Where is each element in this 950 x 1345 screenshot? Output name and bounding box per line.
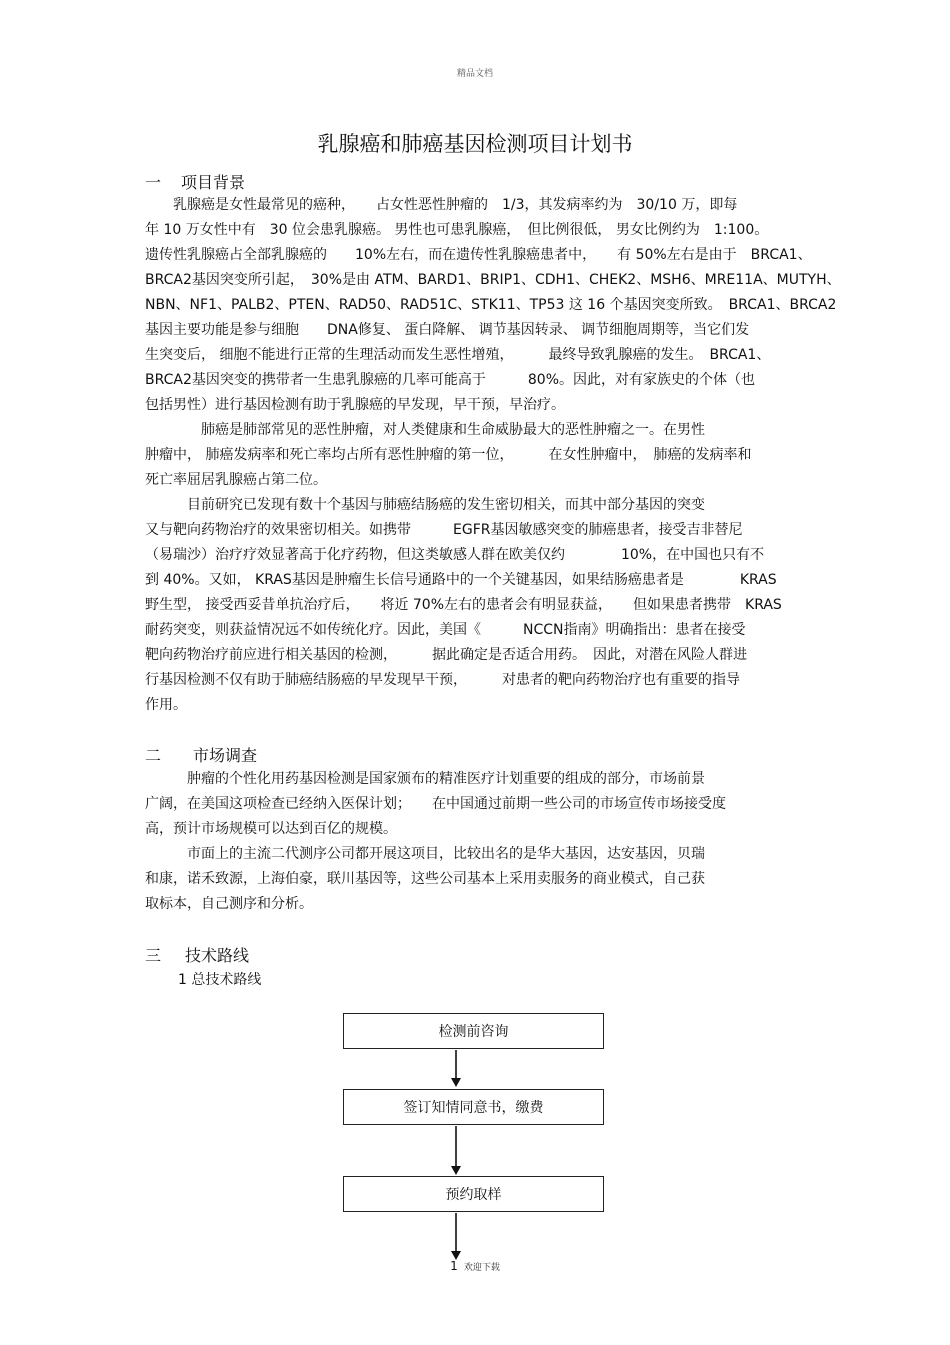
flow-step-box: 预约取样 — [343, 1176, 604, 1212]
section-number: 二 — [145, 746, 162, 765]
sub-heading: 1 总技术路线 — [178, 972, 262, 988]
paragraph-line: 肿瘤的个性化用药基因检测是国家颁布的精准医疗计划重要的组成的部分，市场前景 — [145, 771, 705, 787]
paragraph-line: 靶向药物治疗前应进行相关基因的检测， 据此确定是否适合用药。 因此，对潜在风险人群进 — [145, 647, 747, 663]
paragraph-line: 高，预计市场规模可以达到百亿的规模。 — [145, 821, 397, 837]
flow-step-box: 检测前咨询 — [343, 1013, 604, 1049]
paragraph-line: 行基因检测不仅有助于肺癌结肠癌的早发现早干预， 对患者的靶向药物治疗也有重要的指导 — [145, 672, 740, 688]
arrow-down-icon — [449, 1050, 463, 1088]
paragraph-line: 耐药突变，则获益情况远不如传统化疗。因此，美国《 NCCN指南》明确指出：患者在接受 — [145, 622, 746, 638]
paragraph-line: 乳腺癌是女性最常见的癌种， 占女性恶性肿瘤的 1/3，其发病率约为 30/10 万，即每 — [145, 197, 738, 213]
paragraph-line: BRCA2基因突变所引起， 30%是由 ATM、BARD1、BRIP1、CDH1、CHEK2、MSH6、MRE11A、MUTYH、 — [145, 272, 841, 288]
paragraph-line: 取标本，自己测序和分析。 — [145, 896, 313, 912]
paragraph-line: 遗传性乳腺癌占全部乳腺癌的 10%左右，而在遗传性乳腺癌患者中， 有 50%左右是由于 BRCA1、 — [145, 247, 812, 263]
paragraph-line: 又与靶向药物治疗的效果密切相关。如携带 EGFR基因敏感突变的肺癌患者，接受吉非替尼 — [145, 522, 743, 538]
paragraph-line: 目前研究已发现有数十个基因与肺癌结肠癌的发生密切相关，而其中部分基因的突变 — [145, 497, 705, 513]
section-heading-tech-route — [145, 943, 249, 966]
paragraph-line: 生突变后， 细胞不能进行正常的生理活动而发生恶性增殖， 最终导致乳腺癌的发生。 BRCA1、 — [145, 347, 771, 363]
flow-step-box: 签订知情同意书，缴费 — [343, 1089, 604, 1125]
header-note: 精品文档 — [456, 69, 493, 79]
section-heading-background — [145, 170, 245, 193]
section-heading-market — [145, 743, 257, 766]
paragraph-line: NBN、NF1、PALB2、PTEN、RAD50、RAD51C、STK11、TP53 这 16 个基因突变所致。 BRCA1、BRCA2 — [145, 297, 837, 313]
paragraph-line: 市面上的主流二代测序公司都开展这项目，比较出名的是华大基因，达安基因，贝瑞 — [145, 846, 705, 862]
arrow-down-icon — [449, 1213, 463, 1261]
paragraph-line: 和康，诺禾致源，上海伯豪，联川基因等，这些公司基本上采用卖服务的商业模式，自己获 — [145, 871, 705, 887]
paragraph-line: 肺癌是肺部常见的恶性肿瘤，对人类健康和生命威胁最大的恶性肿瘤之一。在男性 — [145, 422, 705, 438]
paragraph-line: 野生型， 接受西妥昔单抗治疗后， 将近 70%左右的患者会有明显获益， 但如果患者携带 KRAS — [145, 597, 782, 613]
section-title: 项目背景 — [181, 173, 246, 192]
document-title: 乳腺癌和肺癌基因检测项目计划书 — [317, 132, 633, 156]
page-footer — [0, 1259, 950, 1273]
footer-note: 欢迎下载 — [463, 1263, 500, 1273]
section-number: 一 — [145, 173, 162, 192]
paragraph-line: 年 10 万女性中有 30 位会患乳腺癌。 男性也可患乳腺癌， 但比例很低， 男女比例约为 1:100。 — [145, 222, 769, 238]
arrow-down-icon — [449, 1126, 463, 1176]
section-title: 技术路线 — [185, 946, 250, 965]
paragraph-line: 死亡率屈居乳腺癌占第二位。 — [145, 472, 327, 488]
section-title: 市场调查 — [193, 746, 258, 765]
paragraph-line: BRCA2基因突变的携带者一生患乳腺癌的几率可能高于 80%。因此，对有家族史的个体（也 — [145, 372, 756, 388]
paragraph-line: 作用。 — [145, 697, 187, 713]
paragraph-line: 广阔，在美国这项检查已经纳入医保计划； 在中国通过前期一些公司的市场宣传市场接受度 — [145, 796, 726, 812]
section-number: 三 — [145, 946, 162, 965]
paragraph-line: 基因主要功能是参与细胞 DNA修复、 蛋白降解、 调节基因转录、 调节细胞周期等，当它们发 — [145, 322, 750, 338]
paragraph-line: 到 40%。又如， KRAS基因是肿瘤生长信号通路中的一个关键基因，如果结肠癌患者是 KRAS — [145, 572, 777, 588]
paragraph-line: 包括男性）进行基因检测有助于乳腺癌的早发现，早干预，早治疗。 — [145, 397, 565, 413]
paragraph-line: （易瑞沙）治疗疗效显著高于化疗药物，但这类敏感人群在欧美仅约 10%，在中国也只有不 — [145, 547, 765, 563]
paragraph-line: 肿瘤中， 肺癌发病率和死亡率均占所有恶性肿瘤的第一位， 在女性肿瘤中， 肺癌的发病率和 — [145, 447, 752, 463]
page-number: 1 — [450, 1259, 458, 1273]
